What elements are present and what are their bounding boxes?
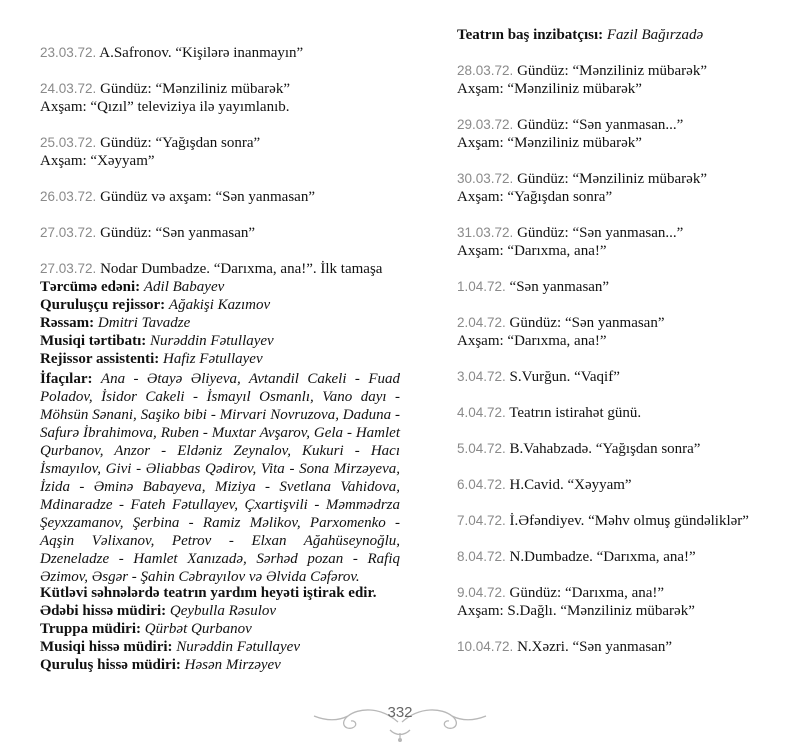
schedule-entry (457, 476, 632, 494)
schedule-entry (457, 512, 749, 530)
entry-line (457, 638, 672, 656)
entry-line (457, 512, 749, 530)
entry-line (457, 404, 641, 422)
staff-line (40, 620, 252, 638)
entry-date: 28.03.72. (457, 63, 514, 78)
entry-text: Axşam: S.Dağlı. “Mənziliniz mübarək” (457, 603, 695, 619)
staff-label: Truppa müdiri: (40, 621, 141, 637)
entry-line (457, 602, 695, 620)
schedule-entry (457, 278, 609, 296)
entry-date: 24.03.72. (40, 81, 97, 96)
entry-date: 25.03.72. (40, 135, 97, 150)
entry-text: İ.Əfəndiyev. “Məhv olmuş gündəliklər” (509, 513, 749, 529)
entry-line (457, 242, 683, 260)
schedule-entry (457, 368, 620, 386)
staff-label: Musiqi hissə müdiri: (40, 639, 173, 655)
schedule-entry (457, 116, 683, 152)
entry-line (457, 62, 707, 80)
cast-label: İfaçılar: (40, 371, 93, 387)
credit-label: Rejissor assistenti: (40, 351, 160, 367)
entry-date: 9.04.72. (457, 585, 506, 600)
entry-date: 3.04.72. (457, 369, 506, 384)
credit-value: Adil Babayev (143, 279, 225, 295)
entry-text: N.Dumbadze. “Darıxma, ana!” (509, 549, 696, 565)
entry-text: Axşam: “Darıxma, ana!” (457, 243, 607, 259)
credit-value: Hafiz Fətullayev (163, 351, 263, 367)
entry-text: N.Xəzri. “Sən yanmasan” (517, 639, 672, 655)
entry-line (457, 332, 665, 350)
schedule-entry (457, 170, 707, 206)
entry-text: Gündüz: “Mənziliniz mübarək” (517, 171, 707, 187)
entry-line (457, 440, 700, 458)
entry-date: 27.03.72. (40, 225, 97, 240)
entry-line (457, 170, 707, 188)
entry-text: Axşam: “Mənziliniz mübarək” (457, 81, 642, 97)
staff-label: Quruluş hissə müdiri: (40, 657, 181, 673)
entry-text: Axşam: “Qızıl” televiziya ilə yayımlanıb. (40, 99, 290, 115)
credit-line (40, 278, 224, 296)
schedule-entry (40, 224, 255, 242)
entry-line (457, 548, 696, 566)
credit-label: Quruluşçu rejissor: (40, 297, 166, 313)
schedule-entry (40, 44, 303, 62)
entry-date: 31.03.72. (457, 225, 514, 240)
entry-date: 27.03.72. (40, 261, 97, 276)
credit-value: Nurəddin Fətullayev (150, 333, 274, 349)
entry-line (457, 80, 707, 98)
entry-text: Gündüz: “Yağışdan sonra” (100, 135, 261, 151)
entry-line (457, 188, 707, 206)
credit-value: Ağakişi Kazımov (168, 297, 271, 313)
entry-line (40, 80, 290, 98)
entry-text: Teatrın istirahət günü. (509, 405, 642, 421)
staff-heading (40, 584, 376, 602)
credit-label: Rəssam: (40, 315, 95, 331)
schedule-entry (457, 584, 695, 620)
staff-value: Qeybulla Rəsulov (169, 603, 277, 619)
entry-line (40, 152, 260, 170)
entry-text: Gündüz: “Sən yanmasan” (509, 315, 665, 331)
entry-date: 2.04.72. (457, 315, 506, 330)
credit-line (40, 332, 274, 350)
entry-line (457, 224, 683, 242)
entry-text: Axşam: “Xəyyam” (40, 153, 155, 169)
entry-text: Axşam: “Mənziliniz mübarək” (457, 135, 642, 151)
schedule-entry (457, 224, 683, 260)
entry-text: Gündüz: “Mənziliniz mübarək” (517, 63, 707, 79)
credit-label: Tərcümə edəni: (40, 279, 141, 295)
schedule-entry (457, 440, 700, 458)
entry-date: 26.03.72. (40, 189, 97, 204)
schedule-entry (40, 80, 290, 116)
entry-date: 10.04.72. (457, 639, 514, 654)
credit-line (40, 314, 190, 332)
credit-line (40, 350, 263, 368)
admin-line (457, 26, 703, 44)
entry-line (40, 44, 303, 62)
entry-date: 29.03.72. (457, 117, 514, 132)
entry-text: Gündüz: “Sən yanmasan...” (517, 225, 684, 241)
entry-text: Gündüz: “Sən yanmasan” (100, 225, 256, 241)
staff-line (40, 656, 281, 674)
credit-label: Musiqi tərtibatı: (40, 333, 147, 349)
entry-line (457, 116, 683, 134)
schedule-entry (40, 134, 260, 170)
entry-date: 5.04.72. (457, 441, 506, 456)
entry-line (40, 260, 382, 278)
entry-text: Nodar Dumbadze. “Darıxma, ana!”. İlk tamaşa (100, 261, 383, 277)
cast-text: Ana - Ətayə Əliyeva, Avtandil Cakeli - Fuad Poladov, İsidor Cakeli - İsmayıl Osmanlı, Vano dayı - Möhsün Sənani, Saşiko bibi - Mirvari Novruzova, Daduna - Safurə İbrahimova, Ruben - Muxtar Avşarov, Gela - Hamlet Qurbanov, Anzor - Eldəniz Zeynalov, Kukuri - Hacı İsmayılov, Givi - Əliabbas Qədirov, Vita - Sona Mirzəyeva, İzida - Əminə Babayeva, Miziya - Svetlana Vahidova, Mdinaradze - Fateh Fətullayev, Çxartişvili - Məmmədrza Şeyxzamanov, Şerbina - Ramiz Məlikov, Parxomenko - Aqşin Vəlixanov, Petrov - Elxan Ağahüseynoğlu, Dzeneladze - Hamlet Xanızadə, Sərhəd pozan - Rafiq Əzimov, Əsgər - Şahin Cəbrayılov və Əlvida Cəfərov. (40, 371, 400, 585)
staff-value: Həsən Mirzəyev (184, 657, 281, 673)
entry-date: 8.04.72. (457, 549, 506, 564)
schedule-entry (457, 62, 707, 98)
entry-text: B.Vahabzadə. “Yağışdan sonra” (509, 441, 701, 457)
entry-date: 23.03.72. (40, 45, 97, 60)
entry-line (457, 278, 609, 296)
entry-line (40, 188, 315, 206)
entry-text: Gündüz və axşam: “Sən yanmasan” (100, 189, 315, 205)
entry-text: A.Safronov. “Kişilərə inanmayın” (99, 45, 304, 61)
entry-line (40, 224, 255, 242)
entry-date: 1.04.72. (457, 279, 506, 294)
entry-date: 6.04.72. (457, 477, 506, 492)
staff-line (40, 602, 276, 620)
entry-text: S.Vurğun. “Vaqif” (509, 369, 620, 385)
entry-date: 4.04.72. (457, 405, 506, 420)
staff-line (40, 638, 300, 656)
entry-line (40, 134, 260, 152)
admin-value: Fazil Bağırzadə (606, 27, 704, 43)
schedule-entry (457, 314, 665, 350)
schedule-entry (457, 404, 641, 422)
entry-line (40, 98, 290, 116)
entry-line (457, 476, 632, 494)
credit-value: Dmitri Tavadze (97, 315, 191, 331)
schedule-entry (40, 260, 382, 278)
entry-text: Gündüz: “Darıxma, ana!” (509, 585, 665, 601)
admin-label: Teatrın baş inzibatçısı: (457, 27, 604, 43)
schedule-entry (457, 548, 696, 566)
entry-text: “Sən yanmasan” (509, 279, 610, 295)
schedule-entry (40, 188, 315, 206)
entry-line (457, 584, 695, 602)
entry-text: Axşam: “Yağışdan sonra” (457, 189, 613, 205)
entry-line (457, 368, 620, 386)
entry-text: H.Cavid. “Xəyyam” (509, 477, 632, 493)
entry-text: Axşam: “Darıxma, ana!” (457, 333, 607, 349)
staff-value: Qürbət Qurbanov (144, 621, 252, 637)
entry-line (457, 134, 683, 152)
staff-heading-text: Kütləvi səhnələrdə teatrın yardım heyəti iştirak edir. (40, 585, 377, 601)
entry-date: 7.04.72. (457, 513, 506, 528)
schedule-entry (457, 638, 672, 656)
entry-line (457, 314, 665, 332)
entry-text: Gündüz: “Mənziliniz mübarək” (100, 81, 290, 97)
credit-line (40, 296, 270, 314)
cast-paragraph (40, 370, 400, 586)
staff-value: Nurəddin Fətullayev (176, 639, 300, 655)
page-number: 332 (387, 704, 413, 721)
staff-label: Ədəbi hissə müdiri: (40, 603, 167, 619)
entry-date: 30.03.72. (457, 171, 514, 186)
entry-text: Gündüz: “Sən yanmasan...” (517, 117, 684, 133)
